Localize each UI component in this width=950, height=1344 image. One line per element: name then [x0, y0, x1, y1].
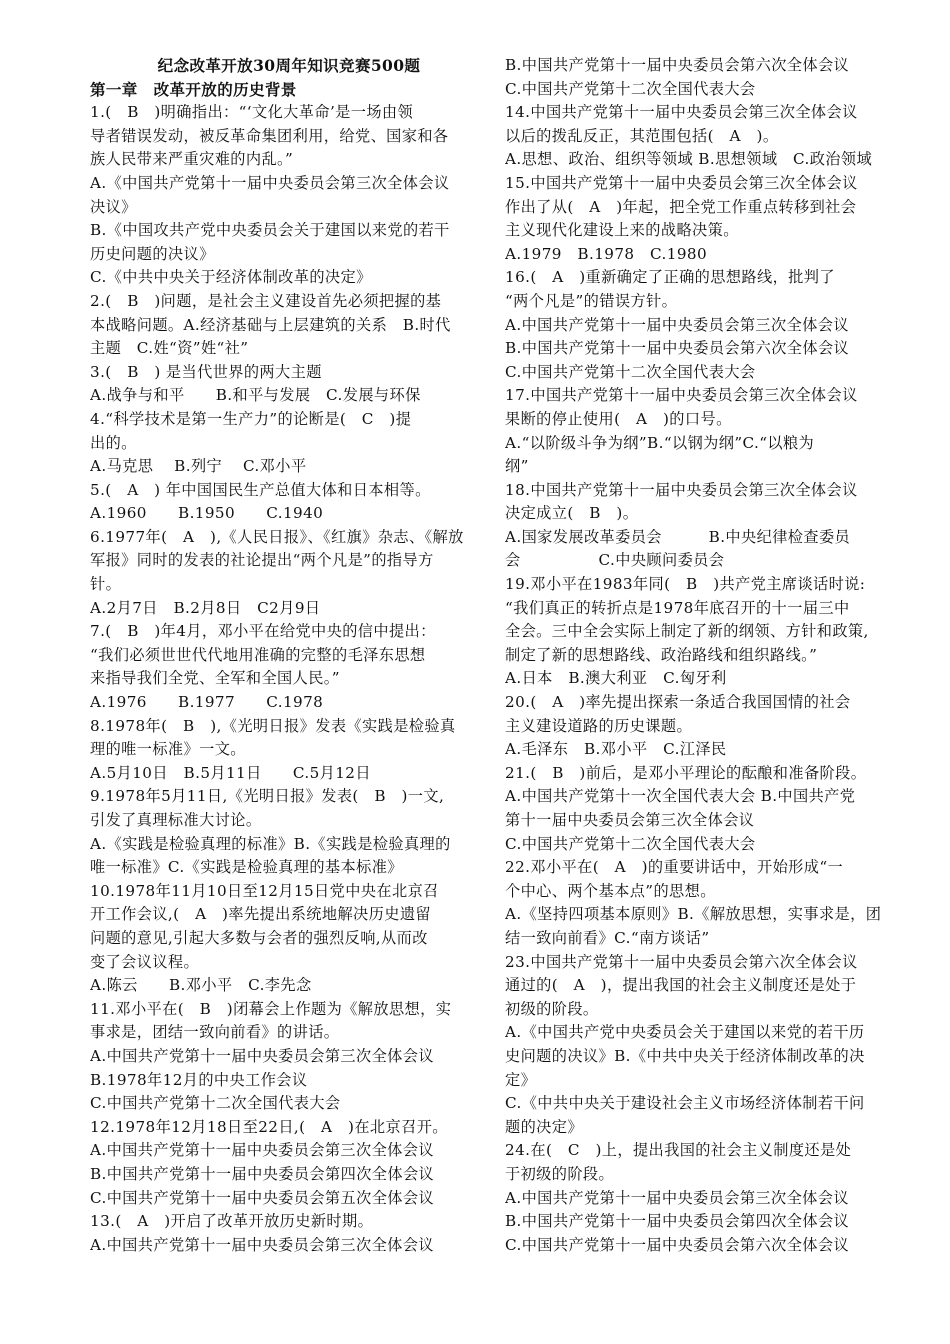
text-line: 历史问题的决议》 — [90, 244, 215, 263]
text-line: 主题 C.姓“资”姓“社” — [90, 339, 249, 358]
text-line: 主义建设道路的历史课题。 — [505, 716, 693, 735]
text-line: 问题的意见,引起大多数与会者的强烈反响,从而改 — [90, 928, 428, 947]
text-line: 全会。三中全会实际上制定了新的纲领、方针和政策, — [505, 622, 869, 641]
text-line: 1.( B )明确指出：“‘文化大革命’是一场由领 — [90, 103, 414, 122]
text-line: B.《中国攻共产党中央委员会关于建国以来党的若干 — [90, 221, 450, 240]
text-line: A.中国共产党第十一届中央委员会第三次全体会议 — [90, 1141, 434, 1160]
text-line: 个中心、两个基本点”的思想。 — [505, 881, 716, 900]
text-line: 军报》同时的发表的社论提出“两个凡是”的指导方 — [90, 551, 434, 570]
text-line: 以后的拨乱反正，其范围包括( A )。 — [505, 126, 779, 145]
text-line: 2.( B )问题，是社会主义建设首先必须把握的基 — [90, 291, 442, 310]
text-line: 3.( B ) 是当代世界的两大主题 — [90, 362, 322, 381]
text-line: 主义现代化建设上来的战略决策。 — [505, 221, 739, 240]
text-line: C.中国共产党第十二次全国代表大会 — [505, 79, 756, 98]
text-line: A.中国共产党第十一届中央委员会第三次全体会议 — [90, 1235, 434, 1254]
text-line: 15.中国共产党第十一届中央委员会第三次全体会议 — [505, 173, 858, 192]
text-line: 9.1978年5月11日,《光明日报》发表( B )一文, — [90, 787, 445, 806]
text-line: 7.( B )年4月，邓小平在给党中央的信中提出： — [90, 622, 436, 641]
text-line: C.中国共产党第十二次全国代表大会 — [505, 362, 756, 381]
text-line: 史问题的决议》B.《中共中央关于经济体制改革的决 — [505, 1046, 865, 1065]
text-line: A.陈云 B.邓小平 C.李先念 — [90, 976, 312, 995]
text-line: A.国家发展改革委员会 B.中央纪律检查委员 — [505, 527, 851, 546]
text-line: 8.1978年( B ),《光明日报》发表《实践是检验真 — [90, 716, 456, 735]
text-line: B.中国共产党第十一届中央委员会第六次全体会议 — [505, 339, 850, 358]
text-line: A.1979 B.1978 C.1980 — [505, 244, 708, 263]
text-line: 4.“科学技术是第一生产力”的论断是( C )提 — [90, 409, 412, 428]
text-line: B.中国共产党第十一届中央委员会第四次全体会议 — [90, 1164, 435, 1183]
text-line: A.5月10日 B.5月11日 C.5月12日 — [90, 763, 371, 782]
text-line: A.战争与和平 B.和平与发展 C.发展与环保 — [90, 386, 421, 405]
text-line: 20.( A )率先提出探索一条适合我国国情的社会 — [505, 693, 851, 712]
text-line: A.1960 B.1950 C.1940 — [90, 504, 324, 523]
text-line: C.中国共产党第十一届中央委员会第六次全体会议 — [505, 1235, 850, 1254]
text-line: 初级的阶段。 — [505, 999, 599, 1018]
text-line: 通过的( A )，提出我国的社会主义制度还是处于 — [505, 976, 857, 995]
text-line: 出的。 — [90, 433, 137, 452]
text-line: 第十一届中央委员会第三次全体会议 — [505, 811, 755, 829]
text-line: 14.中国共产党第十一届中央委员会第三次全体会议 — [505, 103, 858, 122]
text-line: 本战略问题。A.经济基础与上层建筑的关系 B.时代 — [90, 315, 451, 334]
text-line: A.《中国共产党中央委员会关于建国以来党的若干历 — [505, 1023, 865, 1042]
text-line: “我们必须世世代代地用准确的完整的毛泽东思想 — [90, 645, 426, 664]
right-column — [505, 54, 903, 1257]
text-line: A.1976 B.1977 C.1978 — [90, 693, 324, 712]
text-line: 21.( B )前后，是邓小平理论的酝酿和准备阶段。 — [505, 763, 867, 782]
text-line: 13.( A )开启了改革开放历史新时期。 — [90, 1212, 374, 1231]
text-line: 17.中国共产党第十一届中央委员会第三次全体会议 — [505, 386, 858, 405]
text-line: 22.邓小平在( A )的重要讲话中，开始形成“一 — [505, 858, 844, 877]
text-line: “我们真正的转折点是1978年底召开的十一届三中 — [505, 598, 850, 617]
text-line: A.毛泽东 B.邓小平 C.江泽民 — [505, 740, 727, 759]
text-line: 题的决定》 — [505, 1117, 583, 1136]
text-line: 16.( A )重新确定了正确的思想路线，批判了 — [505, 268, 835, 287]
text-line: 引发了真理标准大讨论。 — [90, 811, 262, 829]
text-line: 于初级的阶段。 — [505, 1164, 615, 1183]
text-line: 针。 — [90, 575, 122, 594]
text-line: B.中国共产党第十一届中央委员会第六次全体会议 — [505, 56, 850, 74]
text-line: 会 C.中央顾问委员会 — [505, 551, 725, 570]
text-line: 24.在( C )上，提出我国的社会主义制度还是处 — [505, 1141, 852, 1160]
text-line: 纲” — [505, 457, 529, 476]
text-line: 12.1978年12月18日至22日,( A )在北京召开。 — [90, 1117, 448, 1136]
text-line: A.马克思 B.列宁 C.邓小平 — [90, 457, 307, 476]
text-line: 决议》 — [90, 197, 137, 216]
text-line: 11.邓小平在( B )闭幕会上作题为《解放思想，实 — [90, 999, 452, 1018]
text-line: C.中国共产党第十一届中央委员会第五次全体会议 — [90, 1188, 435, 1207]
text-line: A.思想、政治、组织等领域 B.思想领域 C.政治领域 — [505, 150, 873, 169]
text-line: A.中国共产党第十一届中央委员会第三次全体会议 — [505, 315, 849, 334]
text-line: A.中国共产党第十一届中央委员会第三次全体会议 — [90, 1046, 434, 1065]
text-line: 作出了从( A )年起，把全党工作重点转移到社会 — [505, 197, 857, 216]
text-line: A.中国共产党第十一届中央委员会第三次全体会议 — [505, 1188, 849, 1207]
text-line: C.中国共产党第十二次全国代表大会 — [90, 1094, 341, 1113]
text-line: A.2月7日 B.2月8日 C2月9日 — [90, 598, 321, 617]
text-line: 变了会议议程。 — [90, 952, 200, 971]
text-line: “两个凡是”的错误方针。 — [505, 291, 678, 310]
text-line: C.中国共产党第十二次全国代表大会 — [505, 834, 756, 853]
text-line: A.“以阶级斗争为纲”B.“以钢为纲”C.“以粮为 — [505, 433, 815, 452]
text-line: 6.1977年( A ),《人民日报》、《红旗》杂志、《解放 — [90, 527, 464, 546]
text-line: 制定了新的思想路线、政治路线和组织路线。” — [505, 645, 818, 664]
document-title: 纪念改革开放30周年知识竞赛500题 — [157, 56, 421, 75]
text-line: B.中国共产党第十一届中央委员会第四次全体会议 — [505, 1212, 850, 1231]
text-line: A.《坚持四项基本原则》B.《解放思想，实事求是，团 — [505, 905, 882, 924]
text-line: 唯一标准》C.《实践是检验真理的基本标准》 — [90, 858, 403, 877]
text-line: 19.邓小平在1983年同( B )共产党主席谈话时说: — [505, 575, 866, 594]
text-line: C.《中共中央关于经济体制改革的决定》 — [90, 268, 372, 287]
text-line: A.《中国共产党第十一届中央委员会第三次全体会议 — [90, 173, 450, 192]
text-line: 定》 — [505, 1070, 537, 1089]
text-line: 结一致向前看》C.“南方谈话” — [505, 928, 710, 947]
text-line: 23.中国共产党第十一届中央委员会第六次全体会议 — [505, 952, 858, 971]
text-line: A.《实践是检验真理的标准》B.《实践是检验真理的 — [90, 834, 451, 853]
text-line: 事求是，团结一致向前看》的讲话。 — [90, 1023, 340, 1042]
text-line: 开工作会议,( A )率先提出系统地解决历史遗留 — [90, 905, 431, 924]
text-line: A.日本 B.澳大利亚 C.匈牙利 — [505, 669, 727, 688]
text-line: B.1978年12月的中央工作会议 — [90, 1070, 308, 1089]
text-line: 理的唯一标准》一文。 — [90, 740, 246, 759]
text-line: A.中国共产党第十一次全国代表大会 B.中国共产党 — [505, 787, 856, 806]
left-column — [90, 54, 488, 1257]
text-line: 族人民带来严重灾难的内乱。” — [90, 150, 294, 169]
text-line: 10.1978年11月10日至12月15日党中央在北京召 — [90, 881, 439, 900]
text-line: 果断的停止使用( A )的口号。 — [505, 409, 732, 428]
chapter-heading: 第一章 改革开放的历史背景 — [90, 79, 297, 99]
text-line: C.《中共中央关于建设社会主义市场经济体制若干问 — [505, 1094, 865, 1113]
text-line: 18.中国共产党第十一届中央委员会第三次全体会议 — [505, 480, 858, 499]
text-line: 决定成立( B )。 — [505, 504, 639, 523]
text-line: 5.( A ) 年中国国民生产总值大体和日本相等。 — [90, 480, 431, 499]
text-line: 导者错误发动，被反革命集团利用，给党、国家和各 — [90, 126, 449, 145]
text-line: 来指导我们全党、全军和全国人民。” — [90, 669, 340, 688]
